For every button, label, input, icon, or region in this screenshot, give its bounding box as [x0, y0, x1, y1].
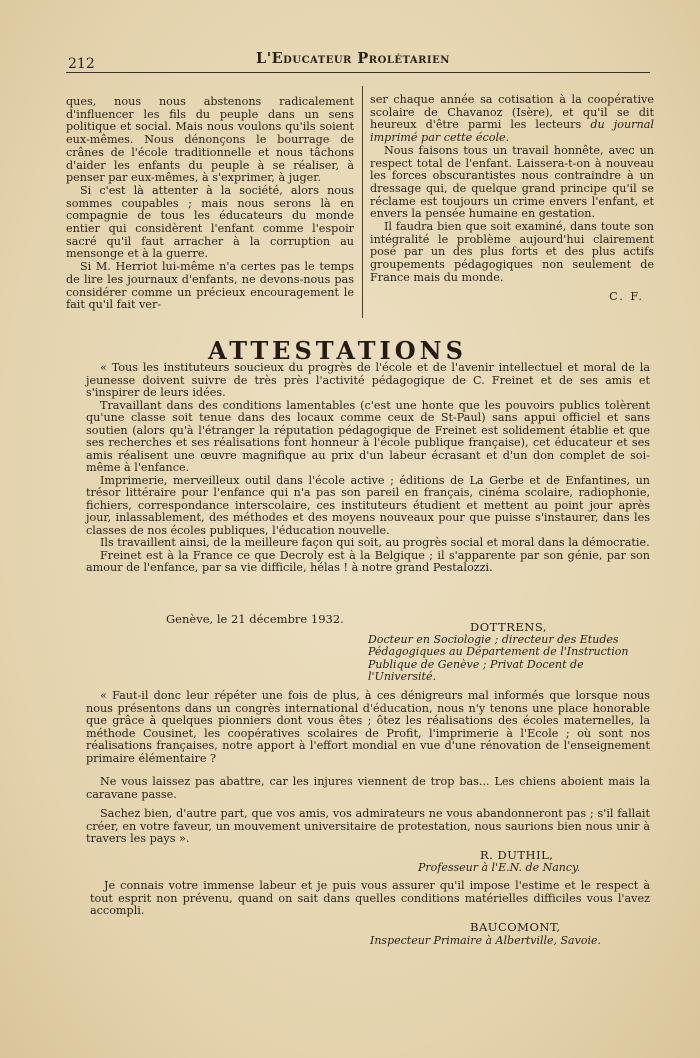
- page-header: [66, 46, 650, 73]
- duthil-paragraph: Ne vous laissez pas abattre, car les injures viennent de trop bas... Les chiens aboient mais la caravane passe.: [86, 775, 650, 801]
- column-divider: [362, 86, 363, 318]
- duthil-paragraph: « Faut-il donc leur répéter une fois de plus, à ces dénigreurs mal informés que lorsque nous nous présentons dans un congrès international d'éducation, nous n'y tenons une place honorable que grâce à quelques pionniers dont vous êtes ; ôtez les réalisations des écoles maternelles, la méthode Cousinet, les coopératives scolaires de Profit, l'imprimerie à l'Ecole ; où sont nos réalisations françaises, notre apport à l'effort mondial en vue d'une rénovation de l'enseignement primaire élémentaire ?: [86, 689, 650, 765]
- signature-cf: C. F.: [609, 289, 644, 303]
- place-date: Genève, le 21 décembre 1932.: [166, 612, 344, 626]
- dottrens-title: Docteur en Sociologie ; directeur des Etudes Pédagogiques au Département de l'Instruction Publique de Genève ; Privat Docent de l'Université.: [368, 633, 629, 683]
- dottrens-paragraph: Imprimerie, merveilleux outil dans l'école active ; éditions de La Gerbe et de Enfantines, un trésor littéraire pour l'enfance qui n'a pas son pareil en français, cinéma scolaire, radiophonie, fichiers, correspondance interscolaire, ces instituteurs étudient et mettent au point jour après jour, inlassablement, des méthodes et des moyens nouveaux pour que puisse s'instaurer, dans les classes de nos écoles publiques, l'éducation nouvelle.: [86, 473, 650, 537]
- dottrens-attestation: [86, 362, 650, 575]
- right-paragraph-2: Nous faisons tous un travail honnête, avec un respect total de l'enfant. Laissera-t-on à nouveau les forces obscurantistes nous contraindre à un dressage qui, de quelque grand principe qu'il se réclame est toujours un crime envers l'enfant, et envers la pensée humaine en gestation.: [370, 143, 654, 221]
- left-paragraph-3: Si M. Herriot lui-même n'a certes pas le temps de lire les journaux d'enfants, ne devons-nous pas considérer comme un précieux encouragement le fait qu'il fait ver-: [66, 260, 354, 312]
- page-number: 212: [68, 56, 95, 72]
- baucomont-title: Inspecteur Primaire à Albertville, Savoie.: [370, 934, 601, 947]
- baucomont-paragraph: Je connais votre immense labeur et je puis vous assurer qu'il impose l'estime et le respect à tout esprit non prévenu, quand on sait dans quelles conditions matérielles difficiles vous l'avez accompli.: [90, 879, 650, 917]
- left-column: [66, 96, 354, 312]
- right-paragraph-1-text: ser chaque année sa cotisation à la coopérative scolaire de Chavanoz (Isère), et qu'il se dit heureux d'être parmi les lecteurs: [370, 93, 654, 132]
- right-paragraph-1-italic: du journal imprimé par cette école.: [370, 118, 654, 145]
- duthil-attestation-1: [86, 690, 650, 765]
- duthil-paragraph: Sachez bien, d'autre part, que vos amis, vos admirateurs ne vous abandonneront pas ; s'il fallait créer, en votre faveur, un mouvement universitaire de protestation, nous saurions bien nous unir à travers les pays ».: [86, 807, 650, 845]
- attestations-heading: ATTESTATIONS: [208, 336, 467, 365]
- duthil-name: R. DUTHIL,: [480, 848, 554, 862]
- left-paragraph-1: ques, nous nous abstenons radicalement d'influencer les fils du peuple dans un sens politique et social. Mais nous voulons qu'ils soient eux-mêmes. Nous dénonçons le bourrage de crânes de l'école traditionnelle et nous tâchons d'aider les enfants du peuple à se réaliser, à penser par eux-mêmes, à s'exprimer, à juger.: [66, 95, 354, 185]
- duthil-attestation-3: [86, 808, 650, 846]
- right-paragraph-3: Il faudra bien que soit examiné, dans toute son intégralité le problème aujourd'hui clairement posé par un des plus forts et des plus actifs groupements pédagogiques non seulement de France mais du monde.: [370, 220, 654, 284]
- journal-title: L'Educateur Prolétarien: [256, 50, 450, 67]
- duthil-title: Professeur à l'E.N. de Nancy.: [418, 861, 581, 874]
- duthil-attestation-2: [86, 776, 650, 801]
- left-paragraph-2: Si c'est là attenter à la société, alors nous sommes coupables ; mais nous serons là en compagnie de tous les éducateurs du monde entier qui considèrent l'enfant comme l'espoir sacré qu'il faut arracher à la corruption au mensonge et à la guerre.: [66, 183, 354, 261]
- dottrens-paragraph: Travaillant dans des conditions lamentables (c'est une honte que les pouvoirs publics tolèrent qu'une classe soit tenue dans des locaux comme ceux de St-Paul) sans appui officiel et sans soutien (alors qu'à l'étranger la réputation pédagogique de Freinet est solidement établie et que ses recherches et ses réalisations font honneur à l'école publique française), cet éducateur et ses amis réalisent une œuvre magnifique au prix d'un labeur écrasant et d'un don complet de soi-même à l'enfance.: [86, 398, 650, 474]
- baucomont-attestation: [90, 880, 650, 918]
- dottrens-paragraph: Ils travaillent ainsi, de la meilleure façon qui soit, au progrès social et moral dans la démocratie.: [100, 536, 650, 549]
- baucomont-name: BAUCOMONT,: [470, 920, 561, 934]
- dottrens-paragraph: Freinet est à la France ce que Decroly est à la Belgique ; il s'apparente par son génie, par son amour de l'enfance, par sa vie difficile, hélas ! à notre grand Pestalozzi.: [86, 548, 650, 574]
- dottrens-name: DOTTRENS,: [470, 620, 547, 634]
- dottrens-paragraph: « Tous les instituteurs soucieux du progrès de l'école et de l'avenir intellectuel et moral de la jeunesse doivent suivre de très près l'activité pédagogique de C. Freinet et de ses amis et s'inspirer de leurs idées.: [86, 361, 650, 399]
- right-column: [370, 94, 654, 303]
- right-paragraph-1: [370, 94, 654, 145]
